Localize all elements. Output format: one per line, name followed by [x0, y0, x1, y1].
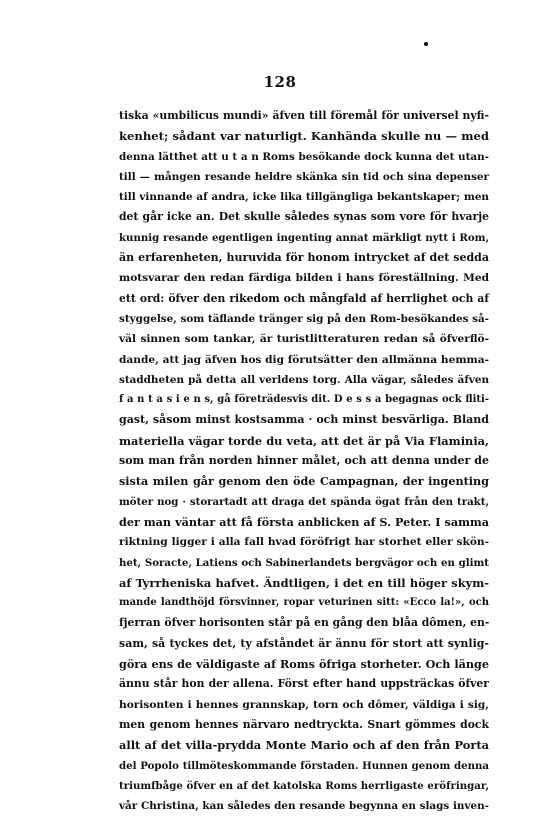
text-line: denna lätthet att u t a n Roms besökande dock kunna det utan- [119, 150, 489, 163]
text-line: allt af det villa-prydda Monte Mario och af den från Porta [119, 738, 489, 753]
text-line: som man från norden hinner målet, och att denna under de [119, 454, 489, 468]
text-line: het, Soracte, Latiens och Sabinerlandets bergvägor och en glimt [119, 556, 489, 569]
text-line: horisonten i hennes grannskap, torn och dômer, väldiga i sig, [119, 698, 489, 711]
text-line: styggelse, som täflande tränger sig på den Rom-besökandes så- [119, 312, 489, 325]
text-line: materiella vägar torde du veta, att det är på Via Flaminia, [119, 433, 489, 448]
text-line: f a n t a s i e n s, gå företrädesvis dit. D e s s a begagnas ock fliti- [119, 394, 489, 406]
text-line: dande, att jag äfven hos dig förutsätter den allmänna hemma- [119, 353, 489, 366]
body-text [119, 106, 489, 816]
text-line: mande landthöjd försvinner, ropar veturinen sitt: «Ecco la!», och [119, 597, 489, 609]
text-line: det går icke an. Det skulle således synas som vore för hvarje [119, 210, 489, 224]
text-line: vår Christina, kan således den resande begynna en slags inven- [119, 800, 489, 813]
text-line: till — mången resande heldre skänka sin tid och sina depenser [119, 170, 489, 183]
text-line: kenhet; sådant var naturligt. Kanhända skulle nu — med [119, 129, 489, 144]
text-line: der man väntar att få första anblicken af S. Peter. I samma [119, 514, 489, 529]
text-line: än erfarenheten, huruvida för honom intrycket af det sedda [119, 251, 489, 265]
text-line: ännu står hon der allena. Först efter hand uppsträckas öfver [119, 677, 489, 691]
text-line: väl sinnen som tankar, är turistlitteraturen redan så öfverflö- [119, 333, 489, 346]
text-line: gast, såsom minst kostsamma · och minst besvärliga. Bland [119, 413, 489, 427]
text-line: sista milen går genom den öde Campagnan, der ingenting [119, 474, 489, 489]
text-line: sam, så tyckes det, ty afståndet är ännu för stort att synlig- [119, 636, 489, 650]
page-number: 128 [263, 73, 297, 91]
text-line: staddheten på detta all verldens torg. Alla vägar, således äfven [119, 373, 489, 386]
text-line: fjerran öfver horisonten står på en gång den blåa dômen, en- [119, 616, 490, 630]
text-line: kunnig resande egentligen ingenting annat märkligt nytt i Rom, [119, 231, 489, 244]
text-line: till vinnande af andra, icke lika tillgängliga bekantskaper; men [119, 191, 489, 204]
text-line: ett ord: öfver den rikedom och mångfald af herrlighet och af [119, 291, 489, 305]
text-line: göra ens de väldigaste af Roms öfriga storheter. Och länge [119, 657, 489, 672]
text-line: riktning ligger i alla fall hvad föröfrigt har storhet eller skön- [119, 536, 489, 549]
text-line: tiska «umbilicus mundi» äfven till föremål för universel nyfi- [119, 109, 489, 122]
text-line: motsvarar den redan färdiga bilden i hans föreställning. Med [119, 272, 489, 285]
text-line: af Tyrrheniska hafvet. Ändtligen, i det en till höger skym- [119, 575, 489, 590]
text-line: triumfbåge öfver en af det katolska Roms herrligaste eröfringar, [119, 779, 489, 792]
text-line: möter nog · storartadt att draga det spända ögat från den trakt, [119, 495, 489, 508]
text-line: men genom hennes närvaro nedtryckta. Snart gömmes dock [119, 717, 489, 731]
ink-speck [424, 42, 428, 46]
text-line: del Popolo tillmöteskommande förstaden. Hunnen genom denna [119, 759, 489, 772]
